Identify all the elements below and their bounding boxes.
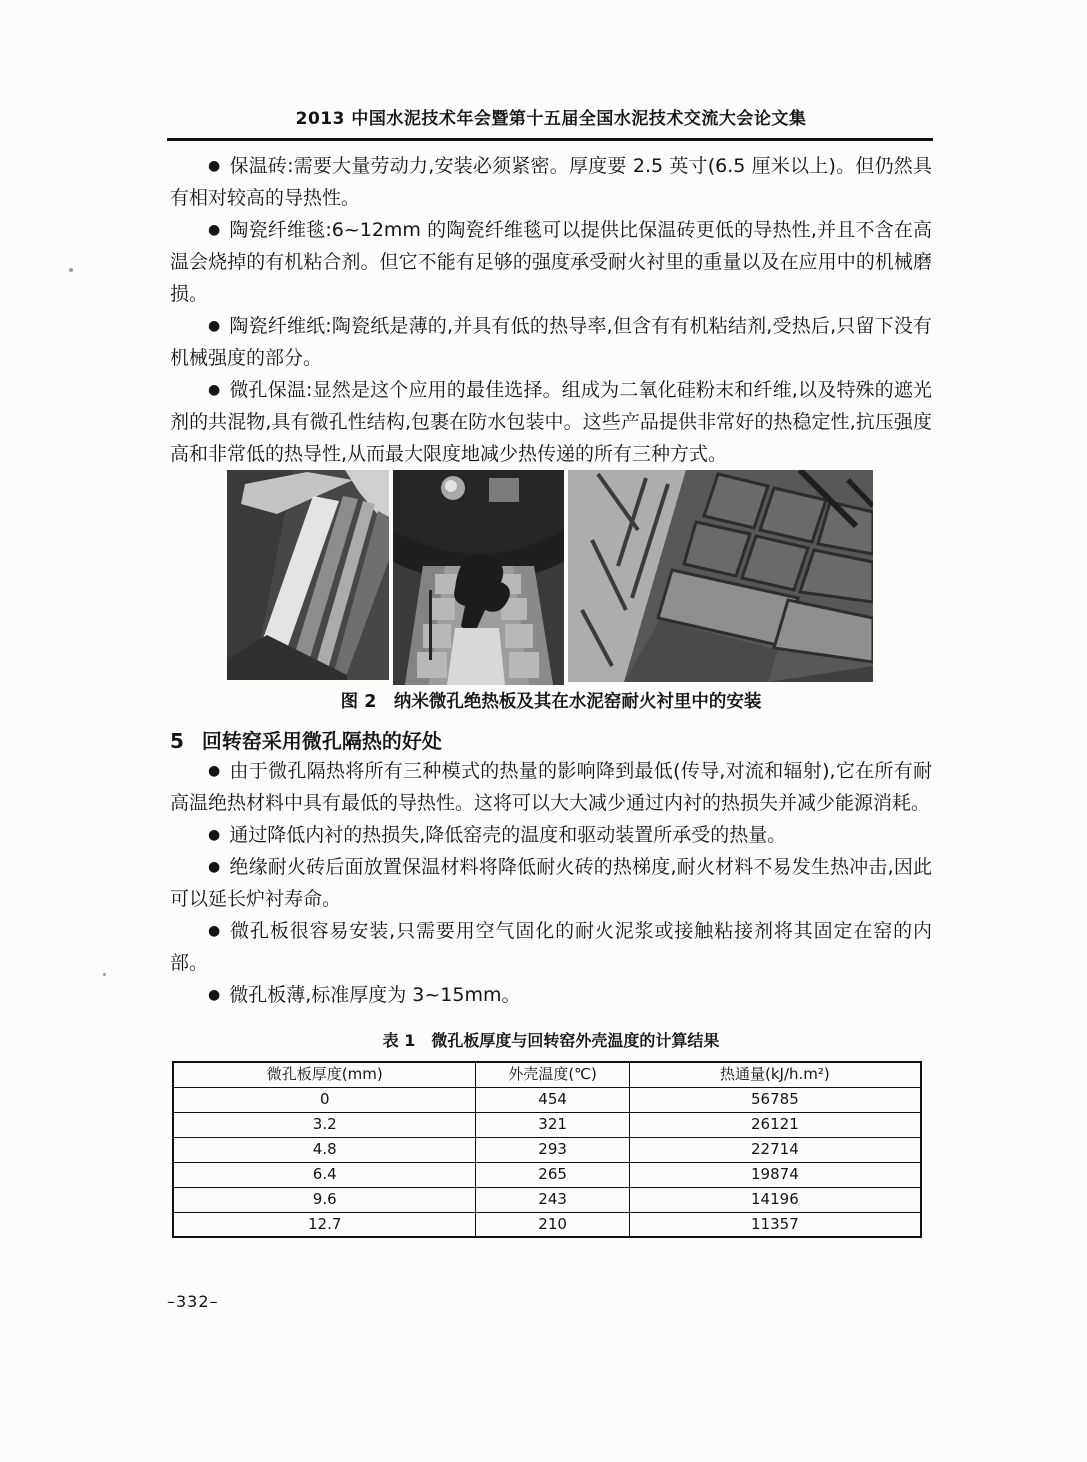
paragraph-text: 微孔板薄,标准厚度为 3~15mm。 (229, 984, 521, 1006)
bullet-paragraph-microporous-insulation (170, 374, 932, 470)
table-1-calculation-results (172, 1061, 922, 1238)
cell-thickness: 3.2 (173, 1112, 476, 1137)
section-title: 回转窑采用微孔隔热的好处 (201, 729, 442, 753)
cell-temperature: 265 (476, 1162, 629, 1187)
cell-thickness: 0 (173, 1087, 476, 1112)
paragraph-text: 保温砖:需要大量劳动力,安装必须紧密。厚度要 2.5 英寸(6.5 厘米以上)。但仍然具有相对较高的导热性。 (170, 155, 932, 209)
cell-temperature: 210 (476, 1212, 629, 1237)
paragraph-text: 绝缘耐火砖后面放置保温材料将降低耐火砖的热梯度,耐火材料不易发生热冲击,因此可以延长炉衬寿命。 (170, 856, 932, 910)
bullet-icon: ● (208, 382, 221, 398)
bullet-paragraph-insulating-brick (170, 150, 932, 214)
bullet-icon: ● (208, 763, 221, 779)
cell-heat-flux: 14196 (629, 1187, 921, 1212)
paragraph-text: 由于微孔隔热将所有三种模式的热量的影响降到最低(传导,对流和辐射),它在所有耐高温绝热材料中具有最低的导热性。这将可以大大减少通过内衬的热损失并减少能源消耗。 (170, 760, 932, 814)
bullet-icon: ● (208, 222, 221, 238)
figure-2-photo-strip (227, 470, 873, 685)
cell-thickness: 12.7 (173, 1212, 476, 1237)
table-row (173, 1187, 921, 1212)
col-header-board-thickness: 微孔板厚度(mm) (173, 1062, 476, 1087)
paragraph-text: 微孔保温:显然是这个应用的最佳选择。组成为二氧化硅粉末和纤维,以及特殊的遮光剂的共混物,具有微孔性结构,包裹在防水包装中。这些产品提供非常好的热稳定性,抗压强度高和非常低的热导性,从而最大限度地减少热传递的所有三种方式。 (170, 379, 932, 465)
cell-temperature: 454 (476, 1087, 629, 1112)
table-header-row (173, 1062, 921, 1087)
cell-temperature: 243 (476, 1187, 629, 1212)
cell-temperature: 321 (476, 1112, 629, 1137)
table-row (173, 1212, 921, 1237)
refractory-brick-lining-photo (568, 470, 873, 682)
bullet-paragraph-lowest-conductivity (170, 755, 932, 819)
cell-thickness: 4.8 (173, 1137, 476, 1162)
bullet-paragraph-thin-board (170, 979, 932, 1011)
cell-thickness: 9.6 (173, 1187, 476, 1212)
section-number: 5 (170, 729, 184, 753)
section-5-heading (170, 727, 932, 755)
bullet-icon: ● (208, 859, 221, 875)
table-row (173, 1112, 921, 1137)
paragraph-text: 微孔板很容易安装,只需要用空气固化的耐火泥浆或接触粘接剂将其固定在窑的内部。 (170, 920, 933, 974)
col-header-heat-flux: 热通量(kJ/h.m²) (629, 1062, 921, 1087)
cell-heat-flux: 26121 (629, 1112, 921, 1137)
table-row (173, 1087, 921, 1112)
figure-2-caption: 图 2 纳米微孔绝热板及其在水泥窑耐火衬里中的安装 (340, 692, 762, 712)
page-body (170, 150, 932, 1238)
paragraph-text: 通过降低内衬的热损失,降低窑壳的温度和驱动装置所承受的热量。 (229, 824, 787, 846)
bullet-paragraph-ceramic-fiber-paper (170, 310, 932, 374)
bullet-paragraph-shell-temperature (170, 819, 932, 851)
cell-temperature: 293 (476, 1137, 629, 1162)
bullet-icon: ● (208, 318, 221, 334)
bullet-paragraph-ceramic-fiber-blanket (170, 214, 932, 310)
paragraph-text: 陶瓷纤维纸:陶瓷纸是薄的,并具有低的热导率,但含有有机粘结剂,受热后,只留下没有机械强度的部分。 (170, 315, 933, 369)
kiln-interior-installation-photo (393, 470, 564, 685)
bullet-icon: ● (208, 158, 221, 174)
bullet-icon: ● (208, 987, 221, 1003)
table-row (173, 1137, 921, 1162)
cell-heat-flux: 56785 (629, 1087, 921, 1112)
cell-thickness: 6.4 (173, 1162, 476, 1187)
header-rule (167, 138, 933, 141)
cell-heat-flux: 11357 (629, 1212, 921, 1237)
microporous-boards-photo (227, 470, 389, 680)
scan-speck (69, 268, 73, 272)
col-header-shell-temperature: 外壳温度(℃) (476, 1062, 629, 1087)
cell-heat-flux: 22714 (629, 1137, 921, 1162)
bullet-paragraph-thermal-gradient (170, 851, 932, 915)
table-row (173, 1162, 921, 1187)
scan-speck (103, 973, 106, 976)
bullet-paragraph-easy-installation (170, 915, 932, 979)
page-number: –332– (167, 1292, 219, 1311)
paragraph-text: 陶瓷纤维毯:6~12mm 的陶瓷纤维毯可以提供比保温砖更低的导热性,并且不含在高温会烧掉的有机粘合剂。但它不能有足够的强度承受耐火衬里的重量以及在应用中的机械磨损。 (170, 219, 932, 305)
proceedings-header-title: 2013 中国水泥技术年会暨第十五届全国水泥技术交流大会论文集 (295, 109, 807, 129)
bullet-icon: ● (208, 923, 222, 939)
table-1-caption: 表 1 微孔板厚度与回转窑外壳温度的计算结果 (382, 1031, 720, 1050)
cell-heat-flux: 19874 (629, 1162, 921, 1187)
bullet-icon: ● (208, 827, 221, 843)
